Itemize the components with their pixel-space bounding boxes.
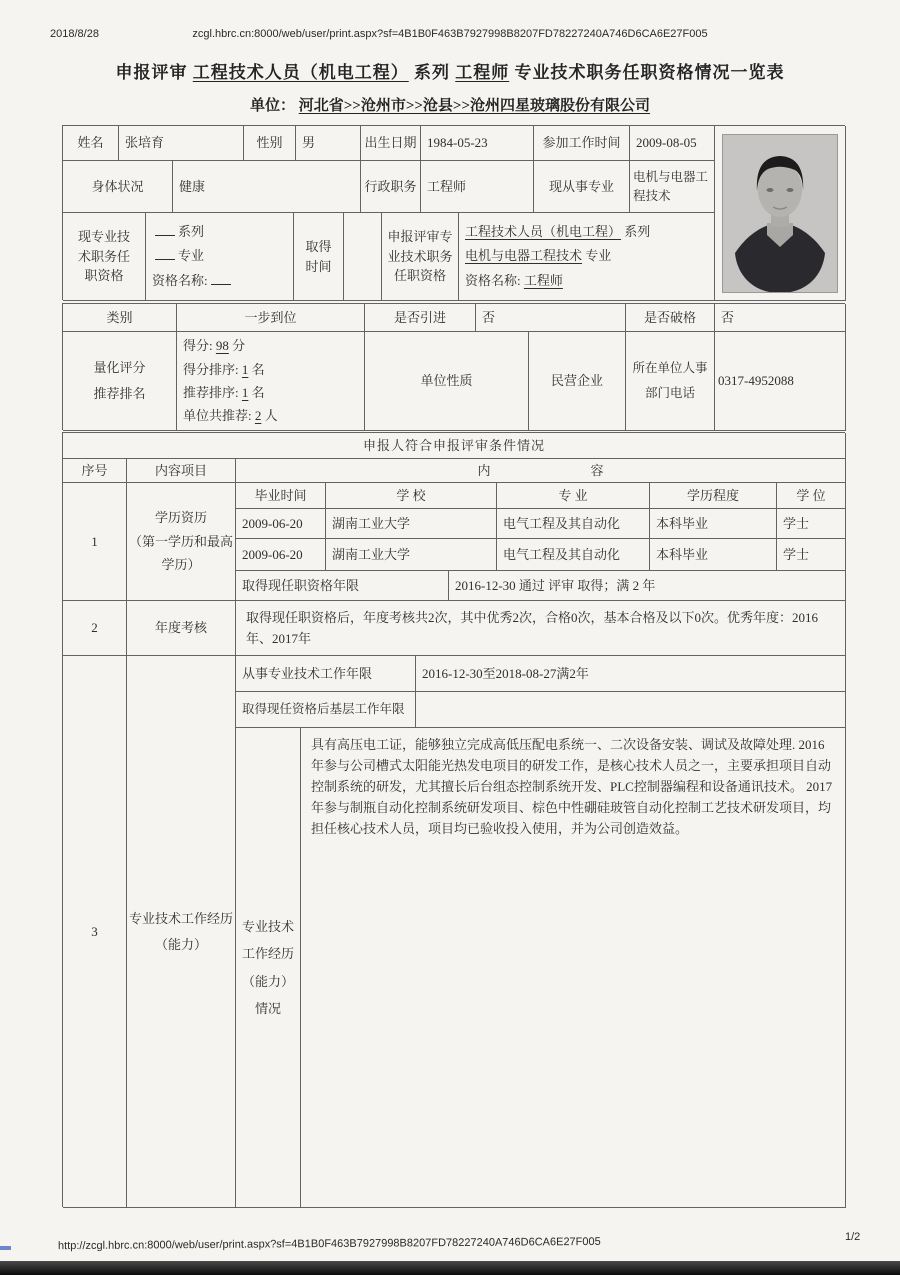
tenure-value: 2016-12-30 通过 评审 取得；满 2 年 — [449, 571, 846, 601]
obtain-time-value-empty — [344, 213, 382, 301]
unit-label: 单位： — [249, 98, 295, 114]
conditions-table — [62, 432, 845, 1207]
item3-label — [127, 656, 236, 1208]
work-years-value: 2016-12-30至2018-08-27满2年 — [416, 656, 846, 692]
declare-series: 工程技术人员（机电工程） — [465, 224, 622, 240]
score-rank-line — [183, 358, 265, 381]
item2-no: 2 — [63, 601, 127, 656]
declare-major-word: 专业 — [585, 248, 612, 264]
item1-label-line2: （第一学历和最高 — [128, 533, 233, 549]
total-rec-line — [183, 404, 278, 427]
edu-row2-degree: 学士 — [777, 539, 846, 571]
experience-inner-line4: 情况 — [254, 1000, 281, 1016]
hr-phone-label-line1: 所在单位人事 — [632, 361, 708, 375]
item2-label: 年度考核 — [127, 601, 236, 656]
experience-inner-label — [236, 728, 301, 1208]
title-series-word: 系列 — [414, 63, 450, 82]
total-rec-unit: 人 — [264, 408, 278, 424]
gender-value: 男 — [296, 126, 361, 161]
item1-label — [127, 483, 236, 601]
current-title-blanks — [146, 213, 294, 301]
print-header-date: 2018/8/28 — [50, 28, 99, 40]
experience-inner-line2: 工作经历 — [241, 946, 294, 962]
experience-inner-line1: 专业技术 — [241, 918, 294, 934]
category-value: 一步到位 — [177, 304, 365, 332]
item1-label-line1: 学历资历 — [154, 510, 207, 526]
break-value: 否 — [715, 304, 846, 332]
name-value: 张培育 — [119, 126, 244, 161]
form-title — [0, 58, 900, 83]
gender-label: 性别 — [244, 126, 296, 161]
print-header-url: zcgl.hbrc.cn:8000/web/user/print.aspx?sf=4B1B0F463B7927998B8207FD78227240A746D6CA6E27F005 — [192, 28, 708, 40]
edu-header-school: 学 校 — [326, 483, 497, 509]
unit-value: 河北省>>沧州市>>沧县>>沧州四星玻璃股份有限公司 — [298, 98, 651, 114]
total-rec-value: 2 — [254, 408, 262, 424]
score-rank-label: 得分排序: — [183, 361, 239, 377]
declare-series-word: 系列 — [624, 224, 651, 240]
total-rec-label: 单位共推荐: — [183, 408, 252, 424]
declare-title-label — [382, 213, 459, 301]
health-value: 健康 — [173, 161, 361, 213]
current-title-label-line3: 职资格 — [84, 268, 124, 284]
current-title-label-line1: 现专业技 — [77, 229, 130, 245]
title-grade: 工程师 — [455, 63, 510, 82]
edu-header-degree: 学 位 — [777, 483, 846, 509]
declare-cert-label: 资格名称: — [465, 272, 521, 288]
rec-rank-label: 推荐排序: — [183, 385, 239, 400]
scan-artifact-blue-mark — [0, 1246, 11, 1250]
experience-text: 具有高压电工证，能够独立完成高低压配电系统一、二次设备安装、调试及故障处理. 2016年参与公司槽式太阳能光热发电项目的研发工作，是核心技术人员之一，主要承担项目自动控制系统的研发，尤其擅长后台组态控制系统开发、PLC控制器编程和设备通讯技术。 2017年参与制瓶自动化控制系统研发项目、棕色中性硼硅玻管自动化控制工艺技术研发项目，均担任核心技术人员，项目均已验收投入使用，并为公司创造效益。 — [301, 728, 846, 1208]
col-content-a: 内 — [477, 462, 491, 478]
basic-info-table — [62, 125, 845, 300]
tenure-label: 取得现任职资格年限 — [236, 571, 449, 601]
grassroots-label: 取得现任资格后基层工作年限 — [236, 692, 416, 728]
quant-label — [63, 332, 177, 431]
quant-label-line1: 量化评分 — [93, 360, 146, 375]
category-score-table — [62, 303, 845, 430]
photo-cell — [715, 126, 846, 301]
unit-line — [0, 94, 900, 115]
health-label: 身体状况 — [63, 161, 173, 213]
category-label: 类别 — [63, 304, 177, 332]
birth-label: 出生日期 — [361, 126, 421, 161]
quant-scores — [177, 332, 365, 431]
join-value: 2009-08-05 — [630, 126, 715, 161]
current-title-label — [63, 213, 146, 301]
grassroots-value-empty — [416, 692, 846, 728]
print-footer-url: http://zcgl.hbrc.cn:8000/web/user/print.aspx?sf=4B1B0F463B7927998B8207FD78227240A746D6CA6E27F005 — [57, 1235, 601, 1253]
title-series: 工程技术人员（机电工程） — [192, 63, 409, 82]
current-major-blank — [152, 244, 204, 268]
hr-phone-value: 0317-4952088 — [715, 332, 846, 431]
work-years-label: 从事专业技术工作年限 — [236, 656, 416, 692]
item1-label-line3: 学历） — [161, 557, 201, 573]
current-cert-blank — [152, 269, 234, 293]
edu-row2-level: 本科毕业 — [650, 539, 777, 571]
obtain-time-line1: 取得 — [305, 239, 332, 254]
title-prefix: 申报评审 — [115, 63, 188, 82]
col-no-header: 序号 — [63, 459, 127, 483]
edu-row1-school: 湖南工业大学 — [326, 509, 497, 539]
name-label: 姓名 — [63, 126, 119, 161]
admin-value: 工程师 — [421, 161, 534, 213]
score-unit: 分 — [232, 338, 246, 354]
title-suffix: 专业技术职务任职资格情况一览表 — [514, 63, 785, 82]
current-series-blank — [152, 220, 204, 244]
declare-cert-value: 工程师 — [523, 272, 563, 288]
declare-title-label-line2: 业技术职务 — [387, 248, 453, 264]
edu-header-level: 学历程度 — [650, 483, 777, 509]
score-line — [183, 334, 245, 357]
col-content-header — [236, 459, 846, 483]
hr-phone-label — [626, 332, 715, 431]
declare-title-label-line1: 申报评审专 — [387, 229, 453, 245]
import-value: 否 — [476, 304, 626, 332]
hr-phone-label-line2: 部门电话 — [644, 386, 695, 400]
break-label: 是否破格 — [626, 304, 715, 332]
experience-inner-line3: （能力） — [241, 973, 294, 989]
score-value: 98 — [215, 338, 229, 354]
edu-header-major: 专 业 — [497, 483, 650, 509]
edu-row2-grad-date: 2009-06-20 — [236, 539, 326, 571]
unit-nature-value: 民营企业 — [529, 332, 626, 431]
col-content-b: 容 — [590, 462, 604, 478]
rec-rank-unit: 名 — [251, 385, 265, 400]
declare-title-label-line3: 任职资格 — [393, 268, 446, 284]
declare-title-content — [459, 213, 715, 301]
birth-value: 1984-05-23 — [421, 126, 534, 161]
current-major-word: 专业 — [178, 248, 205, 264]
obtain-time-label — [294, 213, 344, 301]
print-footer-page: 1/2 — [845, 1231, 861, 1243]
declare-major-line — [465, 244, 611, 268]
join-label: 参加工作时间 — [534, 126, 630, 161]
edu-row1-major: 电气工程及其自动化 — [497, 509, 650, 539]
unit-nature-label: 单位性质 — [365, 332, 529, 431]
rec-rank-value: 1 — [241, 385, 249, 400]
edu-row2-school: 湖南工业大学 — [326, 539, 497, 571]
declare-cert-line — [465, 269, 563, 293]
id-photo — [723, 135, 837, 292]
quant-label-line2: 推荐排名 — [93, 386, 146, 401]
scan-artifact-bottom-bar — [0, 1261, 900, 1275]
current-title-label-line2: 术职务任 — [77, 248, 130, 264]
rec-rank-line — [183, 381, 265, 404]
item3-no: 3 — [63, 656, 127, 1208]
person-photo-graphic — [723, 135, 837, 292]
profession-label: 现从事专业 — [534, 161, 630, 213]
edu-row1-grad-date: 2009-06-20 — [236, 509, 326, 539]
import-label: 是否引进 — [365, 304, 476, 332]
score-rank-unit: 名 — [251, 361, 265, 377]
declare-major: 电机与电器工程技术 — [465, 248, 583, 264]
edu-row2-major: 电气工程及其自动化 — [497, 539, 650, 571]
edu-row1-degree: 学士 — [777, 509, 846, 539]
edu-row1-level: 本科毕业 — [650, 509, 777, 539]
current-cert-label: 资格名称: — [152, 272, 208, 288]
score-label: 得分: — [183, 338, 213, 354]
profession-value: 电机与电器工程技术 — [630, 161, 715, 213]
col-item-header: 内容项目 — [127, 459, 236, 483]
item1-no: 1 — [63, 483, 127, 601]
declare-series-line — [465, 220, 650, 244]
obtain-time-line2: 时间 — [305, 258, 332, 274]
conditions-section-title: 申报人符合申报评审条件情况 — [63, 433, 846, 459]
current-series-word: 系列 — [178, 224, 205, 240]
admin-label: 行政职务 — [361, 161, 421, 213]
edu-header-grad-date: 毕业时间 — [236, 483, 326, 509]
item2-text: 取得现任职资格后，年度考核共2次，其中优秀2次，合格0次，基本合格及以下0次。优秀年度：2016年、2017年 — [236, 601, 846, 656]
item3-label-line1: 专业技术工作经历 — [128, 910, 233, 926]
score-rank-value: 1 — [241, 361, 249, 377]
item3-label-line2: （能力） — [154, 936, 207, 952]
